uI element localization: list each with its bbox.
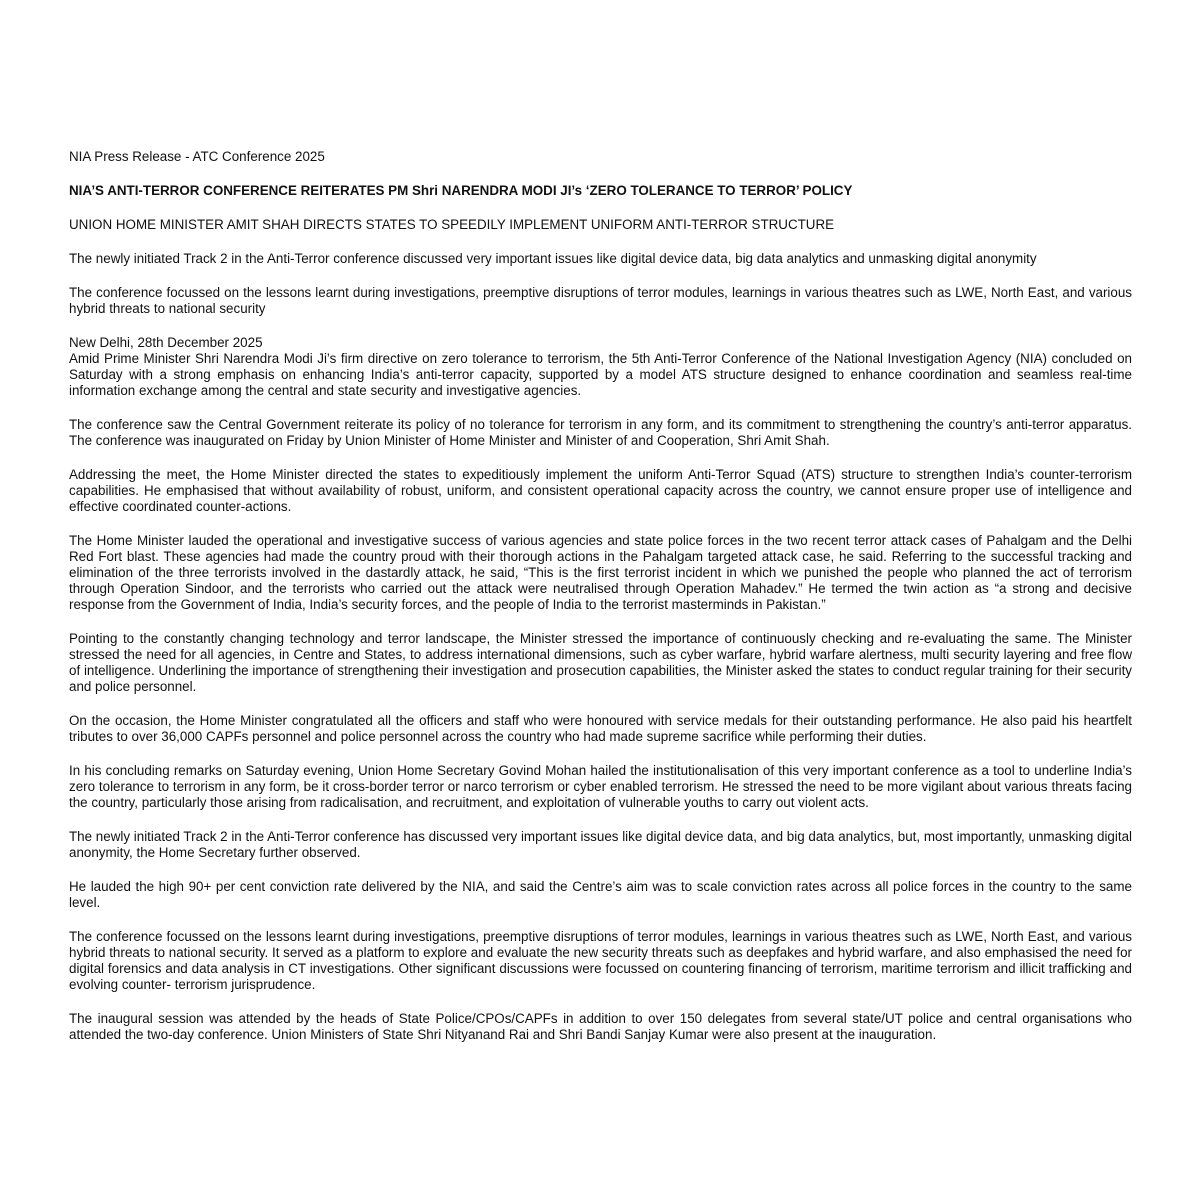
body-paragraph: The conference saw the Central Government reiterate its policy of no tolerance for terrorism in any form, and its commitment to strengthening the country’s anti-terror apparatus. The conference was inaugurated on Friday by Union Minister of Home Minister and Minister of and Cooperation, Shri Amit Shah. [69,417,1132,448]
body-paragraph: He lauded the high 90+ per cent conviction rate delivered by the NIA, and said the Centre’s aim was to scale conviction rates across all police forces in the country to the same level. [69,879,1132,910]
dateline: New Delhi, 28th December 2025 [69,335,263,350]
document-label: NIA Press Release - ATC Conference 2025 [69,149,325,164]
lead-summary-1: The newly initiated Track 2 in the Anti-Terror conference discussed very important issues like digital device data, big data analytics and unmasking digital anonymity [69,251,1037,266]
body-paragraph: On the occasion, the Home Minister congratulated all the officers and staff who were honoured with service medals for their outstanding performance. He also paid his heartfelt tributes to over 36,000 CAPFs personnel and police personnel across the country who had made supreme sacrifice while performing their duties. [69,713,1132,744]
body-paragraph: Addressing the meet, the Home Minister directed the states to expeditiously implement the uniform Anti-Terror Squad (ATS) structure to strengthen India’s counter-terrorism capabilities. He emphasised that without availability of robust, uniform, and consistent operational capacity across the country, we cannot ensure proper use of intelligence and effective coordinated counter-actions. [69,467,1132,514]
body-paragraph: The Home Minister lauded the operational and investigative success of various agencies and state police forces in the two recent terror attack cases of Pahalgam and the Delhi Red Fort blast. These agencies had made the country proud with their thorough actions in the Pahalgam targeted attack case, he said. Referring to the successful tracking and elimination of the three terrorists involved in the dastardly attack, he said, “This is the first terrorist incident in which we punished the people who planned the act of terrorism through Operation Sindoor, and the terrorists who carried out the attack were neutralised through Operation Mahadev.” He termed the twin action as “a strong and decisive response from the Government of India, India’s security forces, and the people of India to the terrorist masterminds in Pakistan.” [69,533,1132,612]
lead-summary-2: The conference focussed on the lessons learnt during investigations, preemptive disruptions of terror modules, learnings in various theatres such as LWE, North East, and various hybrid threats to national security [69,285,1132,316]
body-paragraph: The inaugural session was attended by the heads of State Police/CPOs/CAPFs in addition to over 150 delegates from several state/UT police and central organisations who attended the two-day conference. Union Ministers of State Shri Nityanand Rai and Shri Bandi Sanjay Kumar were also present at the inauguration. [69,1011,1132,1042]
body-paragraph: In his concluding remarks on Saturday evening, Union Home Secretary Govind Mohan hailed the institutionalisation of this very important conference as a tool to underline India’s zero tolerance to terrorism in any form, be it cross-border terror or narco terrorism or cyber enabled terrorism. He stressed the need to be more vigilant about various threats facing the country, particularly those arising from radicalisation, and recruitment, and exploitation of vulnerable youths to carry out violent acts. [69,763,1132,810]
subheadline: UNION HOME MINISTER AMIT SHAH DIRECTS STATES TO SPEEDILY IMPLEMENT UNIFORM ANTI-TERROR STRUCTURE [69,217,835,232]
body-paragraph: Amid Prime Minister Shri Narendra Modi Ji’s firm directive on zero tolerance to terrorism, the 5th Anti-Terror Conference of the National Investigation Agency (NIA) concluded on Saturday with a strong emphasis on enhancing India’s anti-terror capacity, supported by a model ATS structure designed to enhance coordination and seamless real-time information exchange among the central and state security and investigative agencies. [69,351,1132,398]
body-paragraph: Pointing to the constantly changing technology and terror landscape, the Minister stressed the importance of continuously checking and re-evaluating the same. The Minister stressed the need for all agencies, in Centre and States, to address international dimensions, such as cyber warfare, hybrid warfare alertness, multi security layering and free flow of intelligence. Underlining the importance of strengthening their investigation and prosecution capabilities, the Minister asked the states to conduct regular training for their security and police personnel. [69,631,1132,694]
press-release-page [69,149,1132,1061]
headline: NIA’S ANTI-TERROR CONFERENCE REITERATES PM Shri NARENDRA MODI JI’s ‘ZERO TOLERANCE TO TERROR’ POLICY [69,183,853,198]
body-paragraph: The conference focussed on the lessons learnt during investigations, preemptive disruptions of terror modules, learnings in various theatres such as LWE, North East, and various hybrid threats to national security. It served as a platform to explore and evaluate the new security threats such as deepfakes and hybrid warfare, and also emphasised the need for digital forensics and data analysis in CT investigations. Other significant discussions were focussed on countering financing of terrorism, maritime terrorism and illicit trafficking and evolving counter- terrorism jurisprudence. [69,929,1132,992]
body-paragraph: The newly initiated Track 2 in the Anti-Terror conference has discussed very important issues like digital device data, and big data analytics, but, most importantly, unmasking digital anonymity, the Home Secretary further observed. [69,829,1132,860]
